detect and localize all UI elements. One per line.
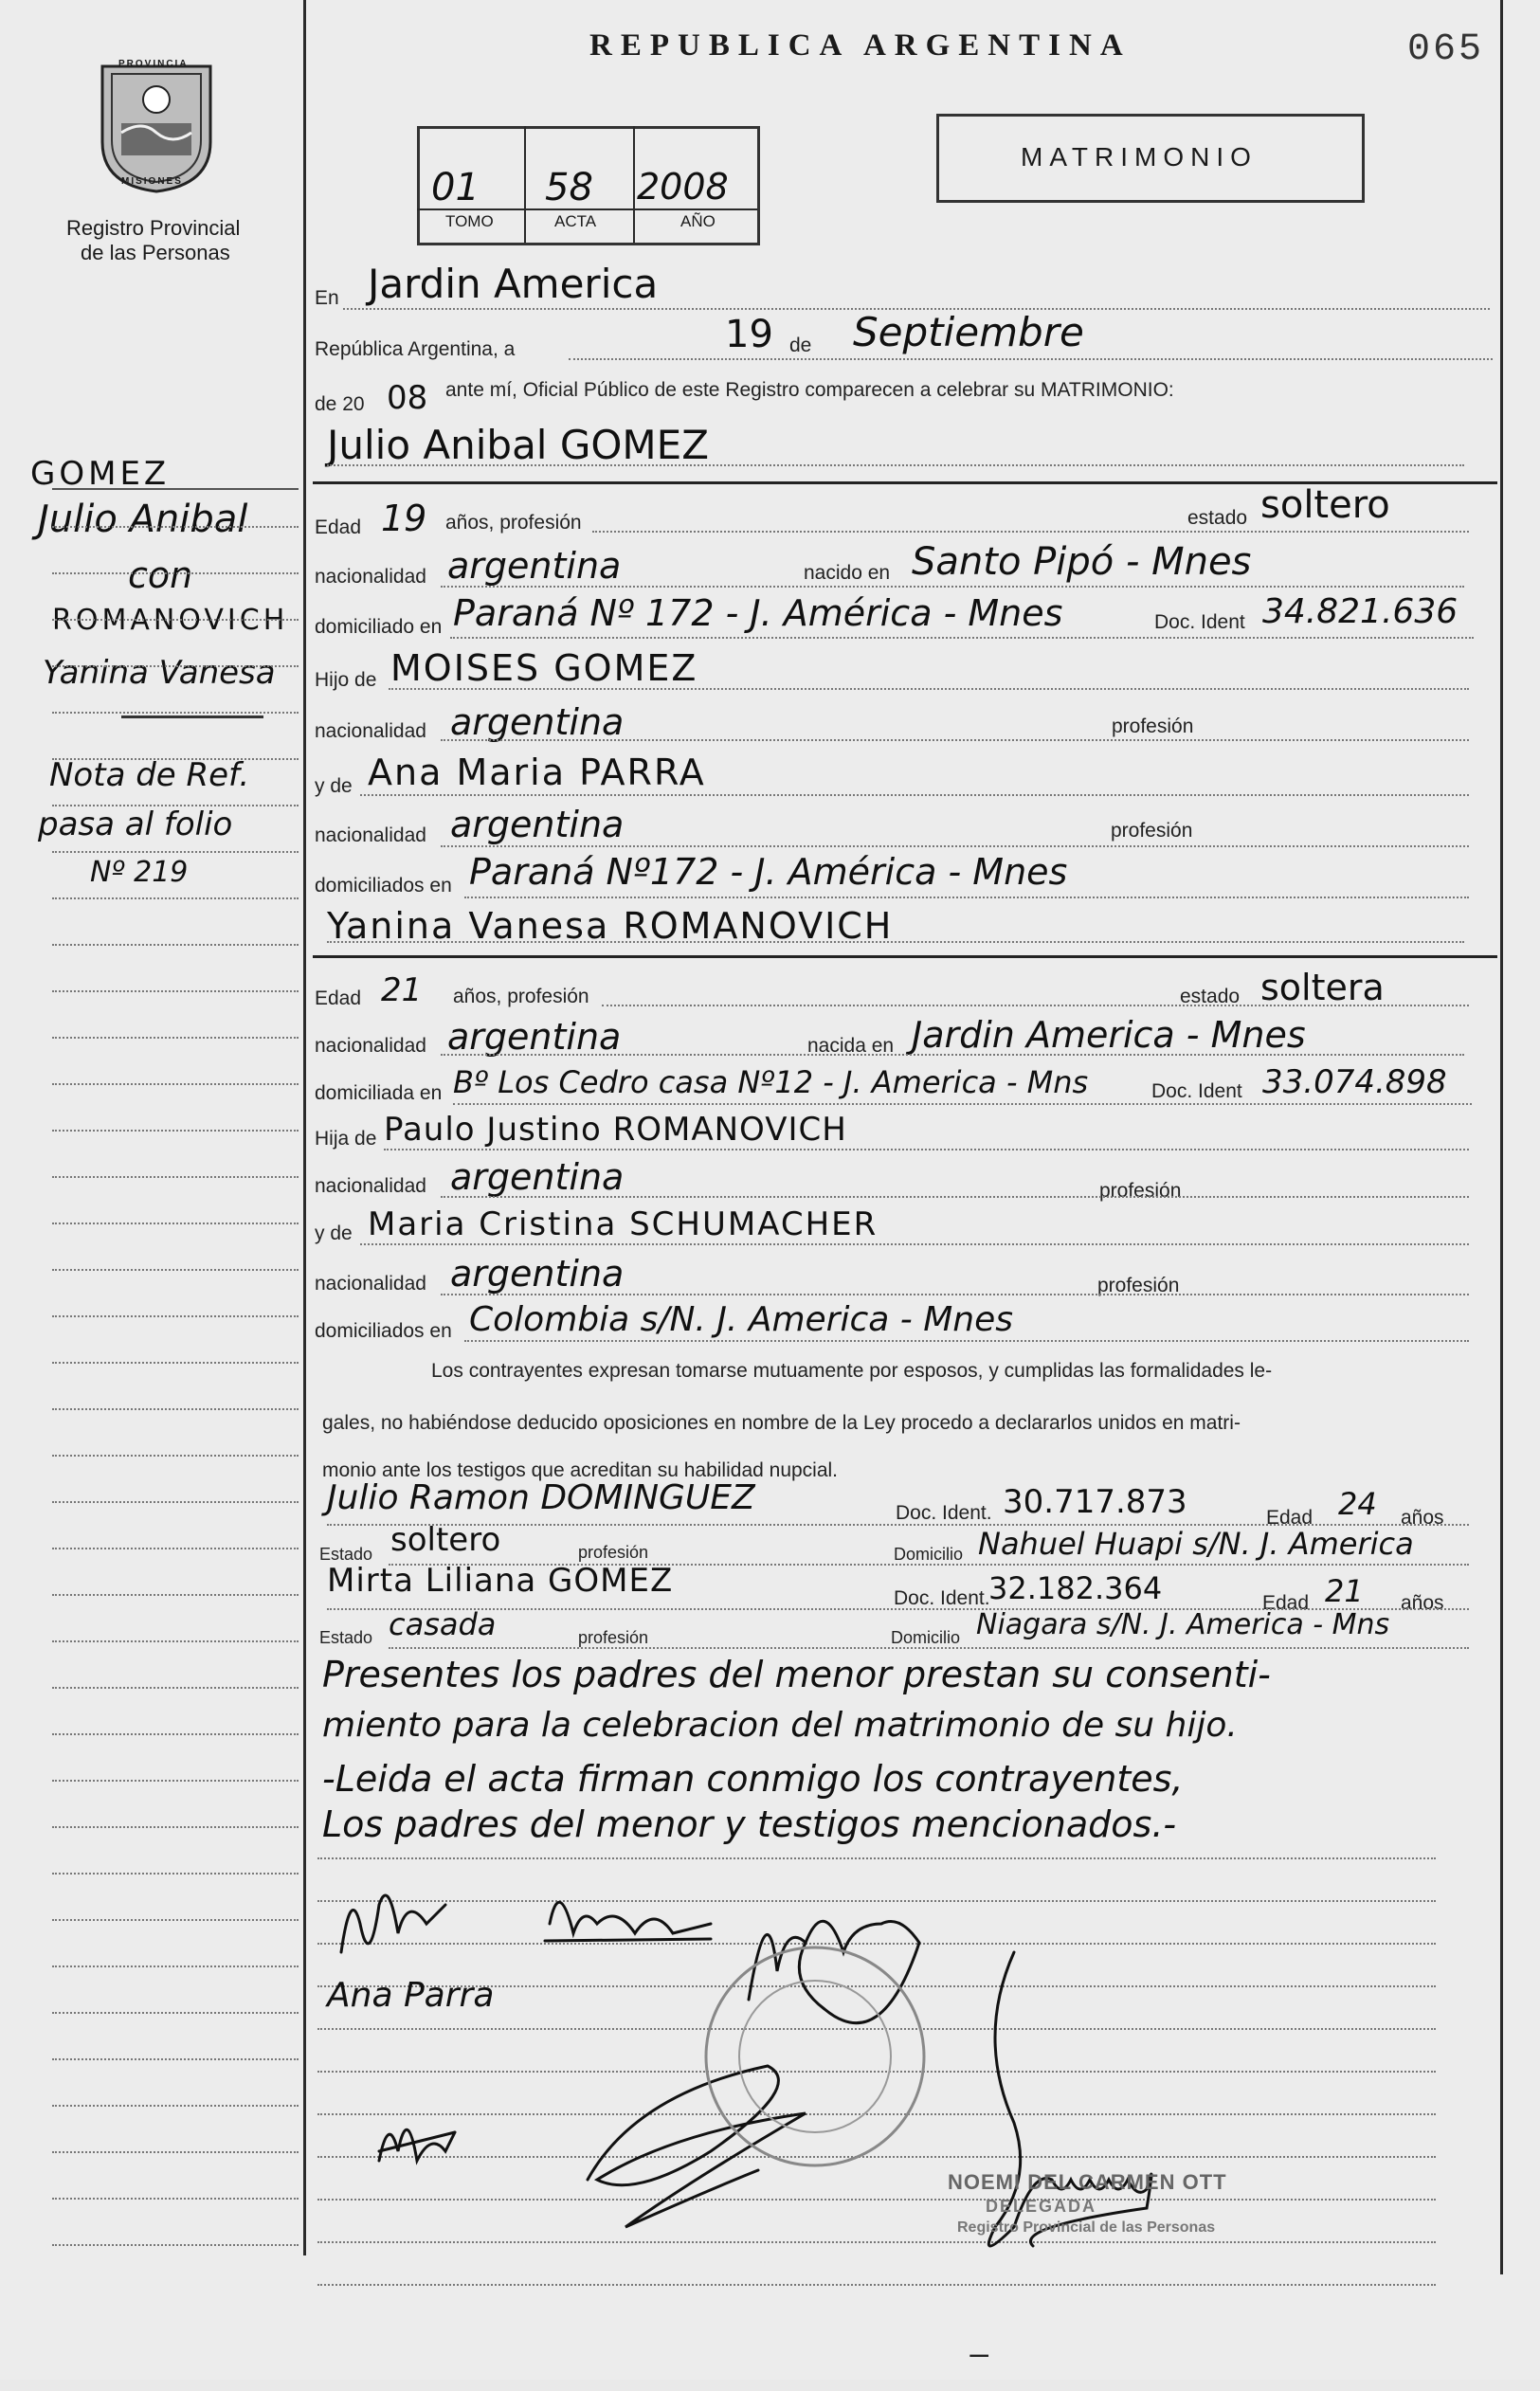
groom-mother-prof-label: profesión: [1111, 820, 1193, 842]
groom-father-nationality: argentina: [450, 701, 625, 743]
dotted-rule: [360, 1243, 1469, 1245]
margin-dotted-rule: [52, 851, 299, 853]
witness1-estado-label: Estado: [319, 1545, 373, 1564]
groom-full-name: Julio Anibal GOMEZ: [327, 422, 709, 468]
dotted-rule: [441, 1294, 1469, 1295]
witness1-signature: [379, 2129, 455, 2161]
groom-father: MOISES GOMEZ: [390, 647, 698, 689]
groom-nacionalidad-label: nacionalidad: [315, 566, 426, 588]
bottom-mark: ⁻: [967, 2336, 992, 2391]
act-type-title: MATRIMONIO: [1021, 142, 1258, 172]
record-box-divider-1: [524, 126, 526, 243]
margin-dotted-rule: [52, 1548, 299, 1549]
bride-mother-nationality: argentina: [450, 1253, 625, 1295]
dotted-rule: [389, 1647, 1469, 1649]
witness1-address: Nahuel Huapi s/N. J. America: [978, 1526, 1414, 1562]
dotted-rule: [464, 897, 1469, 898]
witness1-doc-label: Doc. Ident.: [896, 1502, 992, 1524]
dotted-rule: [450, 637, 1474, 639]
dotted-rule: [441, 739, 1469, 741]
witness2-doc: 32.182.364: [988, 1570, 1163, 1606]
official-stamp-registry: Registro Provincial de las Personas: [957, 2219, 1216, 2236]
dotted-rule: [327, 941, 1464, 943]
margin-note-line2: pasa al folio: [38, 806, 233, 843]
margin-dotted-rule: [52, 1362, 299, 1364]
bride-father-nationality: argentina: [450, 1156, 625, 1198]
margin-dotted-rule: [52, 619, 299, 621]
margin-dotted-rule: [52, 1965, 299, 1967]
left-margin-divider: [303, 0, 306, 2255]
bride-father: Paulo Justino ROMANOVICH: [384, 1111, 847, 1149]
dotted-rule: [464, 1340, 1469, 1342]
margin-note-line1: Nota de Ref.: [49, 756, 250, 794]
margin-dotted-rule: [52, 1455, 299, 1457]
bride-mother: Maria Cristina SCHUMACHER: [368, 1205, 879, 1243]
witness2-name: Mirta Liliana GOMEZ: [327, 1562, 674, 1600]
margin-dotted-rule: [52, 2198, 299, 2200]
year-suffix: 08: [387, 379, 428, 417]
bride-status: soltera: [1260, 967, 1385, 1008]
ano-label: AÑO: [680, 212, 716, 230]
groom-age: 19: [381, 498, 427, 539]
witness2-domicilio-label: Domicilio: [891, 1628, 961, 1647]
groom-address: Paraná Nº 172 - J. América - Mnes: [453, 592, 1063, 634]
registry-name-line1: Registro Provincial: [66, 216, 241, 240]
witness2-address: Niagara s/N. J. America - Mns: [976, 1608, 1390, 1641]
tomo-value: 01: [431, 166, 480, 209]
registry-name-line2: de las Personas: [81, 241, 230, 264]
body-dotted-rule: [317, 2284, 1436, 2286]
bride-mother-prof-label: profesión: [1097, 1275, 1180, 1296]
witness2-doc-label: Doc. Ident.: [894, 1587, 990, 1609]
margin-dotted-rule: [52, 1733, 299, 1735]
groom-signature: [341, 1895, 445, 1952]
groom-birthplace: Santo Pipó - Mnes: [912, 540, 1252, 584]
groom-mother-nationality: argentina: [450, 804, 625, 845]
margin-dotted-rule: [52, 1501, 299, 1503]
margin-bride-surname: ROMANOVICH: [52, 604, 289, 637]
margin-dotted-rule: [52, 2244, 299, 2246]
margin-dotted-rule: [52, 990, 299, 992]
margin-rule: [121, 715, 263, 718]
official-stamp-role: DELEGADA: [986, 2197, 1097, 2216]
margin-dotted-rule: [52, 1223, 299, 1224]
witness2-age: 21: [1325, 1573, 1364, 1609]
bride-address: Bº Los Cedro casa Nº12 - J. America - Mns: [453, 1064, 1089, 1100]
margin-dotted-rule: [52, 897, 299, 899]
bride-father-nac-label: nacionalidad: [315, 1175, 426, 1197]
bride-y-de-label: y de: [315, 1223, 353, 1244]
groom-father-nac-label: nacionalidad: [315, 720, 426, 742]
bride-domiciliada-label: domiciliada en: [315, 1082, 443, 1104]
margin-dotted-rule: [52, 944, 299, 946]
margin-dotted-rule: [52, 1269, 299, 1271]
en-label: En: [315, 287, 339, 309]
margin-dotted-rule: [52, 1130, 299, 1132]
witness1-edad-label: Edad: [1266, 1507, 1314, 1529]
groom-estado-label: estado: [1187, 507, 1248, 529]
dotted-rule: [441, 1196, 1469, 1198]
dotted-rule: [327, 464, 1464, 466]
record-box-divider-2: [633, 126, 635, 243]
margin-dotted-rule: [52, 2151, 299, 2153]
margin-dotted-rule: [52, 1640, 299, 1642]
margin-dotted-rule: [52, 1780, 299, 1782]
note-line-2: miento para la celebracion del matrimonio de su hijo.: [322, 1706, 1238, 1745]
bride-edad-label: Edad: [315, 987, 362, 1009]
dotted-rule: [592, 531, 1469, 533]
margin-dotted-rule: [52, 1919, 299, 1921]
declaration-line2: gales, no habiéndose deducido oposiciones en nombre de la Ley procedo a declararlos unidos en matri-: [322, 1412, 1241, 1434]
margin-dotted-rule: [52, 665, 299, 667]
appearance-statement: ante mí, Oficial Público de este Registro comparecen a celebrar su MATRIMONIO:: [445, 379, 1174, 401]
groom-hijo-label: Hijo de: [315, 669, 377, 691]
dotted-rule: [360, 794, 1469, 796]
margin-dotted-rule: [52, 1594, 299, 1596]
groom-status: soltero: [1260, 483, 1390, 527]
witness2-prof-label: profesión: [578, 1628, 649, 1647]
dotted-rule: [389, 688, 1469, 690]
dotted-rule: [441, 586, 1464, 588]
month-value: Septiembre: [853, 309, 1084, 355]
groom-parents-address: Paraná Nº172 - J. América - Mnes: [469, 851, 1068, 893]
dotted-rule: [384, 1149, 1469, 1150]
margin-dotted-rule: [52, 805, 299, 806]
margin-dotted-rule: [52, 572, 299, 574]
bride-nacida-label: nacida en: [807, 1035, 895, 1057]
bride-full-name: Yanina Vanesa ROMANOVICH: [327, 905, 894, 947]
groom-domiciliado-label: domiciliado en: [315, 616, 443, 638]
bride-parents-address: Colombia s/N. J. America - Mnes: [469, 1300, 1013, 1339]
margin-dotted-rule: [52, 1687, 299, 1689]
groom-doc: 34.821.636: [1262, 592, 1458, 631]
provincial-seal: [95, 57, 218, 194]
margin-dotted-rule: [52, 1083, 299, 1085]
bride-age: 21: [381, 971, 423, 1009]
official-stamp-name: NOEMI DEL CARMEN OTT: [948, 2170, 1227, 2194]
margin-dotted-rule: [52, 526, 299, 528]
margin-dotted-rule: [52, 1037, 299, 1039]
margin-dotted-rule: [52, 1176, 299, 1178]
signature-area: [313, 1867, 1526, 2274]
declaration-line1: Los contrayentes expresan tomarse mutuamente por esposos, y cumplidas las formalidades le-: [431, 1360, 1273, 1382]
father-signature: [749, 1921, 919, 2022]
margin-dotted-rule: [52, 1826, 299, 1828]
witness1-anos-label: años: [1401, 1507, 1444, 1529]
margin-con: con: [128, 554, 193, 596]
witness2-estado-label: Estado: [319, 1628, 373, 1647]
mother-signature: Ana Parra: [327, 1976, 495, 2015]
witness2-anos-label: años: [1401, 1592, 1444, 1614]
groom-doc-label: Doc. Ident: [1154, 611, 1245, 633]
body-dotted-rule: [317, 1857, 1436, 1859]
dotted-rule: [441, 845, 1469, 847]
groom-y-de-label: y de: [315, 775, 353, 797]
groom-parents-dom-label: domiciliados en: [315, 875, 452, 897]
groom-nacido-label: nacido en: [804, 562, 891, 584]
ano-value: 2008: [637, 166, 729, 208]
dotted-rule: [569, 358, 1493, 360]
declaration-line3: monio ante los testigos que acreditan su habilidad nupcial.: [322, 1459, 839, 1481]
groom-nationality: argentina: [447, 545, 622, 587]
margin-dotted-rule: [52, 758, 299, 760]
witness1-prof-label: profesión: [578, 1543, 649, 1562]
acta-value: 58: [545, 166, 593, 209]
witness1-name: Julio Ramon DOMINGUEZ: [327, 1478, 755, 1517]
groom-mother-nac-label: nacionalidad: [315, 824, 426, 846]
margin-dotted-rule: [52, 712, 299, 714]
bride-father-prof-label: profesión: [1099, 1180, 1182, 1202]
margin-dotted-rule: [52, 1315, 299, 1317]
dotted-rule: [453, 1103, 1472, 1105]
groom-anos-profesion-label: años, profesión: [445, 512, 582, 534]
margin-bride-names: Yanina Vanesa: [43, 654, 276, 692]
note-line-1: Presentes los padres del menor prestan su consenti-: [322, 1654, 1271, 1695]
seal-top-text: PROVINCIA: [118, 59, 189, 69]
bride-anos-profesion-label: años, profesión: [453, 986, 589, 1007]
note-line-4: Los padres del menor y testigos mencionados.-: [322, 1803, 1177, 1845]
dotted-rule: [602, 1005, 1469, 1006]
bride-hija-label: Hija de: [315, 1128, 377, 1150]
bride-doc: 33.074.898: [1262, 1063, 1447, 1101]
margin-note-line3: Nº 219: [90, 856, 189, 889]
witness2-signature: [588, 2066, 806, 2227]
margin-dotted-rule: [52, 2105, 299, 2107]
bride-birthplace: Jardin America - Mnes: [912, 1014, 1306, 1056]
margin-dotted-rule: [52, 2012, 299, 2014]
margin-dotted-rule: [52, 1408, 299, 1410]
witness1-doc: 30.717.873: [1003, 1483, 1187, 1521]
margin-dotted-rule: [52, 1873, 299, 1875]
tomo-label: TOMO: [445, 212, 494, 230]
place-value: Jardin America: [368, 261, 659, 307]
margin-dotted-rule: [52, 2058, 299, 2060]
witness1-age: 24: [1338, 1486, 1377, 1522]
de-label: de: [789, 335, 812, 356]
groom-father-prof-label: profesión: [1112, 715, 1194, 737]
bride-doc-label: Doc. Ident: [1151, 1080, 1242, 1102]
bride-nationality: argentina: [447, 1016, 622, 1058]
country-title: REPUBLICA ARGENTINA: [589, 28, 1132, 63]
margin-groom-names: Julio Anibal: [38, 498, 248, 541]
folio-number: 065: [1407, 28, 1485, 71]
acta-label: ACTA: [554, 212, 597, 230]
year-prefix: de 20: [315, 393, 365, 415]
note-line-3: -Leida el acta firman conmigo los contrayentes,: [322, 1758, 1184, 1800]
witness1-status: soltero: [390, 1521, 501, 1559]
republica-label: República Argentina, a: [315, 338, 516, 360]
bride-parents-dom-label: domiciliados en: [315, 1320, 452, 1342]
margin-rule: [52, 488, 299, 490]
groom-edad-label: Edad: [315, 516, 362, 538]
witness2-edad-label: Edad: [1262, 1592, 1310, 1614]
witness2-status: casada: [389, 1606, 497, 1642]
margin-groom-surname: GOMEZ: [30, 455, 171, 493]
bride-mother-nac-label: nacionalidad: [315, 1273, 426, 1295]
bride-estado-label: estado: [1180, 986, 1241, 1007]
bride-signature: [545, 1902, 711, 1941]
section-rule: [313, 955, 1497, 958]
seal-bottom-text: MISIONES: [121, 176, 183, 187]
groom-mother: Ana Maria PARRA: [368, 752, 706, 793]
bride-nacionalidad-label: nacionalidad: [315, 1035, 426, 1057]
day-value: 19: [725, 313, 773, 356]
witness1-domicilio-label: Domicilio: [894, 1545, 964, 1564]
dotted-rule: [441, 1054, 1464, 1056]
